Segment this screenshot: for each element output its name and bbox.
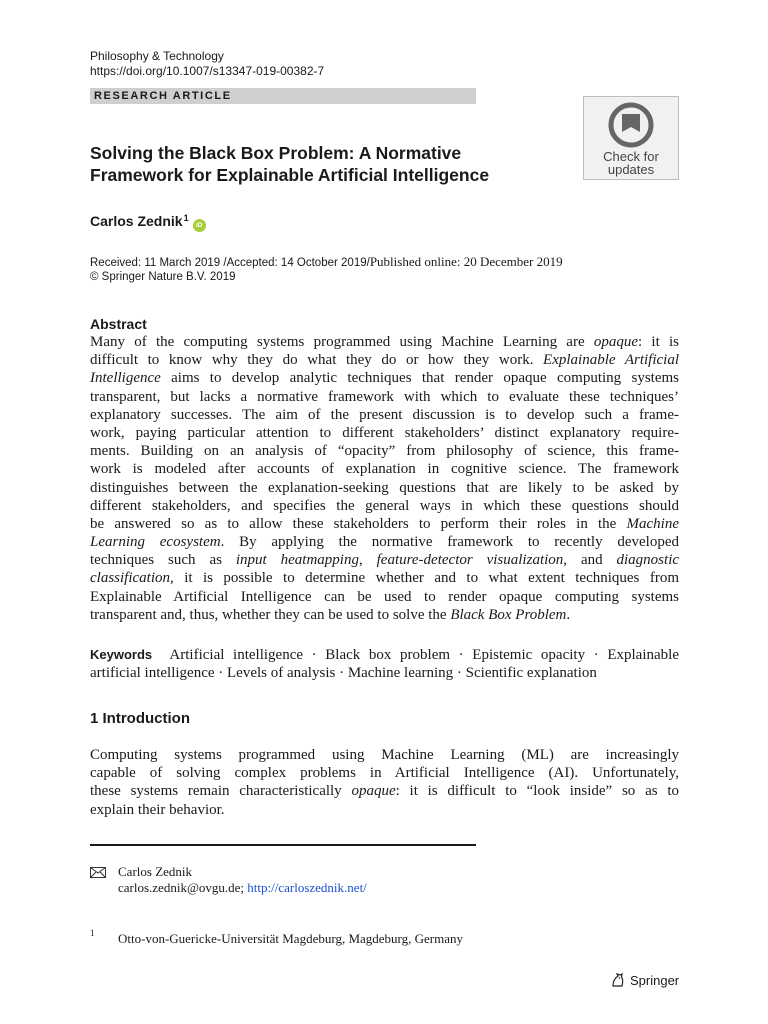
corresponding-author-contact [118,880,367,896]
abstract-heading: Abstract [90,316,147,332]
text-line: different stakeholders, and specifies the general ways in which these questions should [90,497,679,514]
emphasis: Black Box Problem [450,606,567,623]
emphasis: feature-detector visualization [376,552,564,569]
emphasis: Intelligence [90,370,161,387]
orcid-icon[interactable]: iD [193,219,206,232]
text-line: techniques such as input heatmapping, feature-detector visualization, and diagnostic [90,552,680,569]
affiliation-number: 1 [90,928,95,938]
text-line: distinguishes between the explanation-seeking questions that are likely to be asked by [90,479,679,496]
text-line: transparent, but lacks a normative framework with which to evaluate these techniques’ [90,388,679,405]
mail-icon [90,867,106,878]
text-line: Learning ecosystem. By applying the normative framework to recently developed [90,534,679,551]
emphasis: opaque [351,783,396,800]
check-for-updates-badge[interactable] [583,96,679,180]
introduction-body [90,746,679,819]
emphasis: Explainable Artificial [543,352,680,369]
dates-line [90,255,563,270]
text-line: transparent and, thus, whether they can be used to solve the Black Box Problem. [90,606,571,623]
publisher-name: Springer [630,972,680,988]
keywords-block [90,646,679,682]
introduction-heading: 1 Introduction [90,710,190,727]
corresponding-author-name: Carlos Zednik [118,864,193,879]
text-line: work, paying particular attention to different stakeholders’ distinct explanatory require- [90,424,679,441]
keywords-line: artificial intelligence · Levels of analysis · Machine learning · Scientific explanation [90,665,597,682]
keywords-text: Artificial intelligence · Black box problem · Epistemic opacity · Explainable [169,647,679,663]
emphasis: input heatmapping [235,552,359,569]
title-line: Framework for Explainable Artificial Intelligence [90,165,490,185]
footnote-rule [90,844,476,846]
emphasis: Learning ecosystem [90,534,221,551]
text-line: work is modeled after accounts of explanation in cognitive science. The framework [90,461,679,478]
emphasis: diagnostic [616,552,680,569]
received-date: Received: 11 March 2019 / [90,257,227,269]
emphasis: Machine [626,515,679,532]
article-title [90,142,560,186]
author-website-link[interactable]: http://carloszednik.net/ [247,880,367,895]
text-line: explain their behavior. [90,801,225,818]
text-line: classification, it is possible to determine whether and to what extent techniques from [90,570,679,587]
accepted-date: Accepted: 14 October 2019/ [226,257,370,269]
text-line: Intelligence aims to develop analytic techniques that render opaque computing systems [90,370,679,387]
copyright-line: © Springer Nature B.V. 2019 [90,271,236,283]
text-line: explanatory successes. The aim of the present discussion is to develop such a frame- [90,406,679,423]
emphasis: opaque [593,334,639,350]
author-affiliation-mark: 1 [183,213,189,223]
text-line: ments. Building on an analysis of “opacity” from philosophy of science, this frame- [90,443,679,460]
text-line: capable of solving complex problems in Artificial Intelligence (AI). Unfortunately, [90,765,679,782]
springer-logo [610,972,679,988]
keywords-line [90,646,679,664]
check-updates-line1: Check for [603,149,659,164]
author-name[interactable]: Carlos Zednik [90,213,183,229]
text-line: these systems remain characteristically opaque: it is difficult to “look inside” so as to [90,783,679,800]
author-line [90,213,206,232]
text-line: Explainable Artificial Intelligence can be used to render opaque computing systems [90,588,679,605]
doi-link[interactable]: https://doi.org/10.1007/s13347-019-00382-7 [90,64,325,78]
published-date: Published online: 20 December 2019 [369,254,563,269]
affiliation-text: Otto-von-Guericke-Universität Magdeburg, Magdeburg, Germany [118,931,464,946]
author-email[interactable]: carlos.zednik@ovgu.de; [118,880,245,895]
abstract-body [90,333,679,624]
check-updates-line2: updates [607,162,655,177]
text-line: difficult to know why they do what they do or how they work. Explainable Artificial [90,352,680,369]
check-updates-icon [608,102,654,148]
title-line: Solving the Black Box Problem: A Normative [90,143,462,163]
journal-name: Philosophy & Technology [90,49,224,63]
springer-horse-icon [610,972,626,988]
keywords-label: Keywords [90,647,153,662]
text-line: Computing systems programmed using Machine Learning (ML) are increasingly [90,747,679,763]
article-type-band: RESEARCH ARTICLE [90,88,476,104]
text-line: be answered so as to allow these stakeholders to perform their roles in the Machine [90,515,679,532]
text-line: Many of the computing systems programmed using Machine Learning are opaque: it is [90,334,679,350]
emphasis: classification [90,570,170,587]
